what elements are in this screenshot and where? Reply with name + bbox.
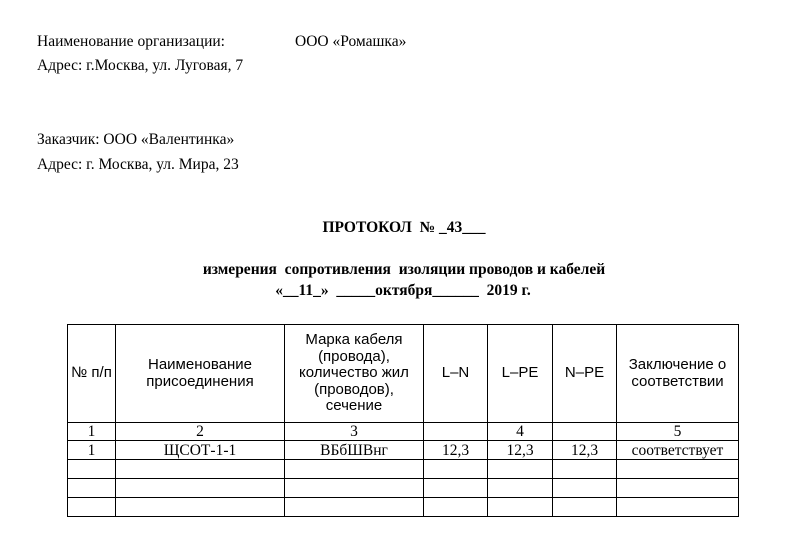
table-cell (488, 479, 553, 498)
header-number: № п/п (68, 325, 116, 423)
protocol-subtitle: измерения сопротивления изоляции проводов и кабелей (202, 261, 606, 278)
table-cell (424, 460, 488, 479)
customer-line: Заказчик: ООО «Валентинка» (37, 131, 235, 148)
organization-name: ООО «Ромашка» (295, 33, 407, 50)
table-row (68, 441, 739, 460)
table-cell (424, 498, 488, 517)
column-number-cell: 3 (285, 423, 424, 441)
table-cell (617, 460, 739, 479)
column-number-cell (424, 423, 488, 441)
table-cell (68, 479, 116, 498)
protocol-date: «__11_» _____октября______ 2019 г. (275, 282, 531, 299)
customer-address: Адрес: г. Москва, ул. Мира, 23 (37, 156, 239, 173)
table-row-empty (68, 479, 739, 498)
table-cell (285, 498, 424, 517)
table-cell: соответствует (617, 441, 739, 460)
table-cell (424, 479, 488, 498)
table-cell: ЩСОТ-1-1 (116, 441, 285, 460)
table-cell: 1 (68, 441, 116, 460)
header-l-pe: L–PE (488, 325, 553, 423)
table-cell: 12,3 (488, 441, 553, 460)
table-cell (68, 498, 116, 517)
column-number-cell: 5 (617, 423, 739, 441)
column-number-cell: 4 (488, 423, 553, 441)
table-header-row (68, 325, 739, 423)
table-cell: 12,3 (424, 441, 488, 460)
column-number-cell: 1 (68, 423, 116, 441)
table-cell (488, 460, 553, 479)
table-cell (116, 479, 285, 498)
organization-label: Наименование организации: (37, 33, 225, 50)
column-number-cell (553, 423, 617, 441)
header-l-n: L–N (424, 325, 488, 423)
table-cell (617, 479, 739, 498)
table-cell: 12,3 (553, 441, 617, 460)
column-number-cell: 2 (116, 423, 285, 441)
table-cell (553, 498, 617, 517)
table-row-empty (68, 460, 739, 479)
table-cell (488, 498, 553, 517)
protocol-title: ПРОТОКОЛ № _43___ (322, 219, 486, 236)
header-cable-brand: Марка кабеля (провода), количество жил (проводов), сечение (285, 325, 424, 423)
header-connection-name: Наименование присоединения (116, 325, 285, 423)
table-cell (617, 498, 739, 517)
table-cell (116, 460, 285, 479)
table-cell (553, 479, 617, 498)
table-cell (285, 460, 424, 479)
table-cell (285, 479, 424, 498)
table-cell (68, 460, 116, 479)
table-cell (553, 460, 617, 479)
table-row-empty (68, 498, 739, 517)
table-cell: ВБбШВнг (285, 441, 424, 460)
measurement-table (67, 324, 739, 517)
organization-address: Адрес: г.Москва, ул. Луговая, 7 (37, 57, 244, 74)
header-conclusion: Заключение о соответствии (617, 325, 739, 423)
table-column-numbers-row (68, 423, 739, 441)
header-n-pe: N–PE (553, 325, 617, 423)
table-cell (116, 498, 285, 517)
